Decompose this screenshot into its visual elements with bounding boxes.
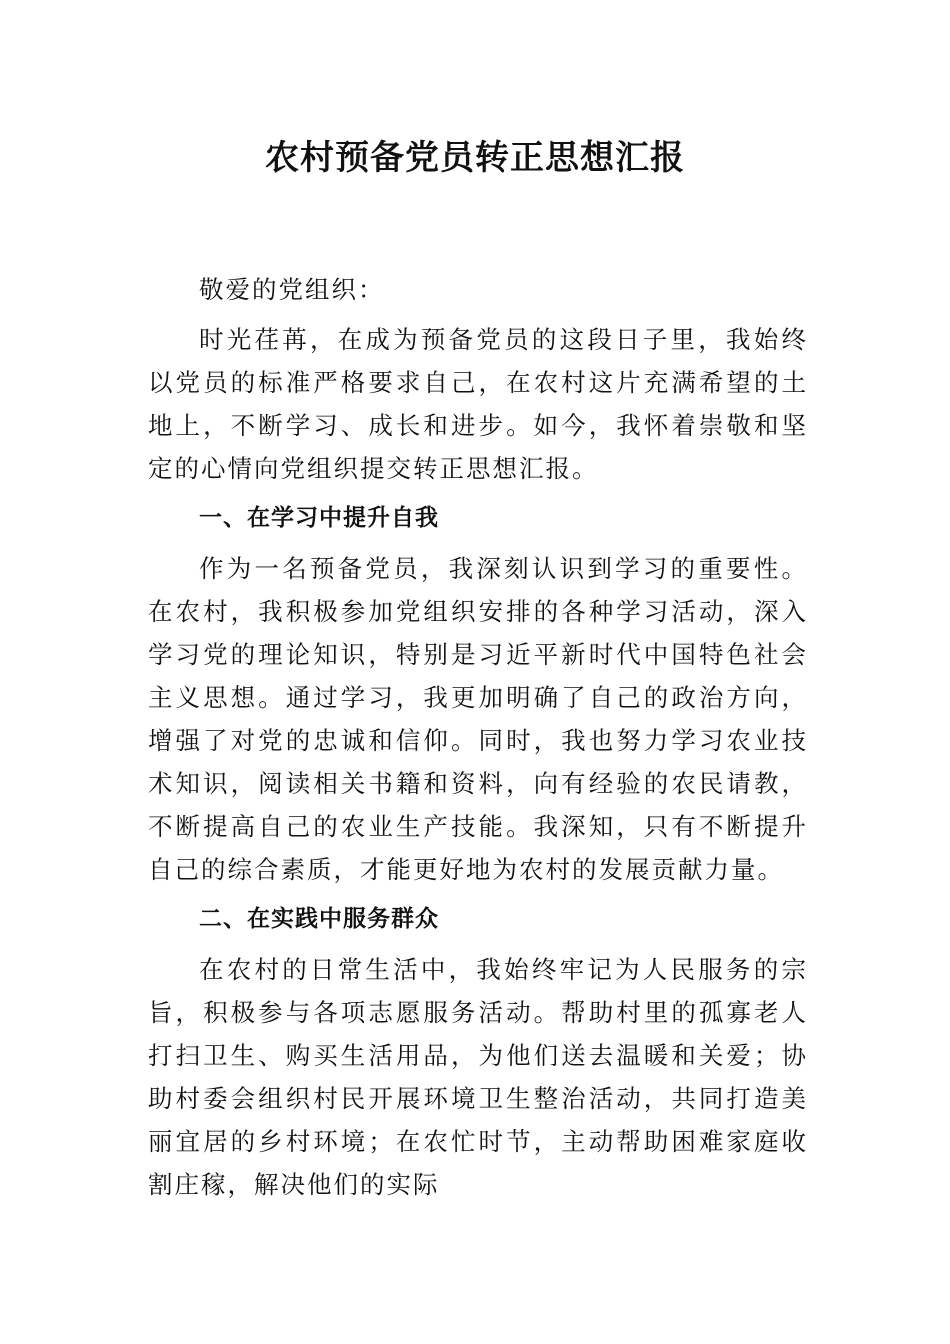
section-body-2: 在农村的日常生活中，我始终牢记为人民服务的宗旨，积极参与各项志愿服务活动。帮助村里的孤寡老人打扫卫生、购买生活用品，为他们送去温暖和关爱；协助村委会组织村民开展环境卫生整治活动，共同打造美丽宜居的乡村环境；在农忙时节，主动帮助困难家庭收割庄稼，解决他们的实际 — [148, 955, 808, 1199]
section-body-1: 作为一名预备党员，我深刻认识到学习的重要性。在农村，我积极参加党组织安排的各种学习活动，深入学习党的理论知识，特别是习近平新时代中国特色社会主义思想。通过学习，我更加明确了自己的政治方向，增强了对党的忠诚和信仰。同时，我也努力学习农业技术知识，阅读相关书籍和资料，向有经验的农民请教，不断提高自己的农业生产技能。我深知，只有不断提升自己的综合素质，才能更好地为农村的发展贡献力量。 — [148, 554, 808, 884]
section-heading-1: 一、在学习中提升自我 — [199, 505, 439, 531]
document-body — [148, 268, 808, 1206]
salutation: 敬爱的党组织： — [199, 275, 385, 304]
intro-paragraph: 时光荏苒，在成为预备党员的这段日子里，我始终以党员的标准严格要求自己，在农村这片充满希望的土地上，不断学习、成长和进步。如今，我怀着崇敬和坚定的心情向党组织提交转正思想汇报。 — [148, 325, 808, 483]
section-heading-2: 二、在实践中服务群众 — [199, 906, 439, 932]
document-title: 农村预备党员转正思想汇报 — [265, 138, 685, 178]
